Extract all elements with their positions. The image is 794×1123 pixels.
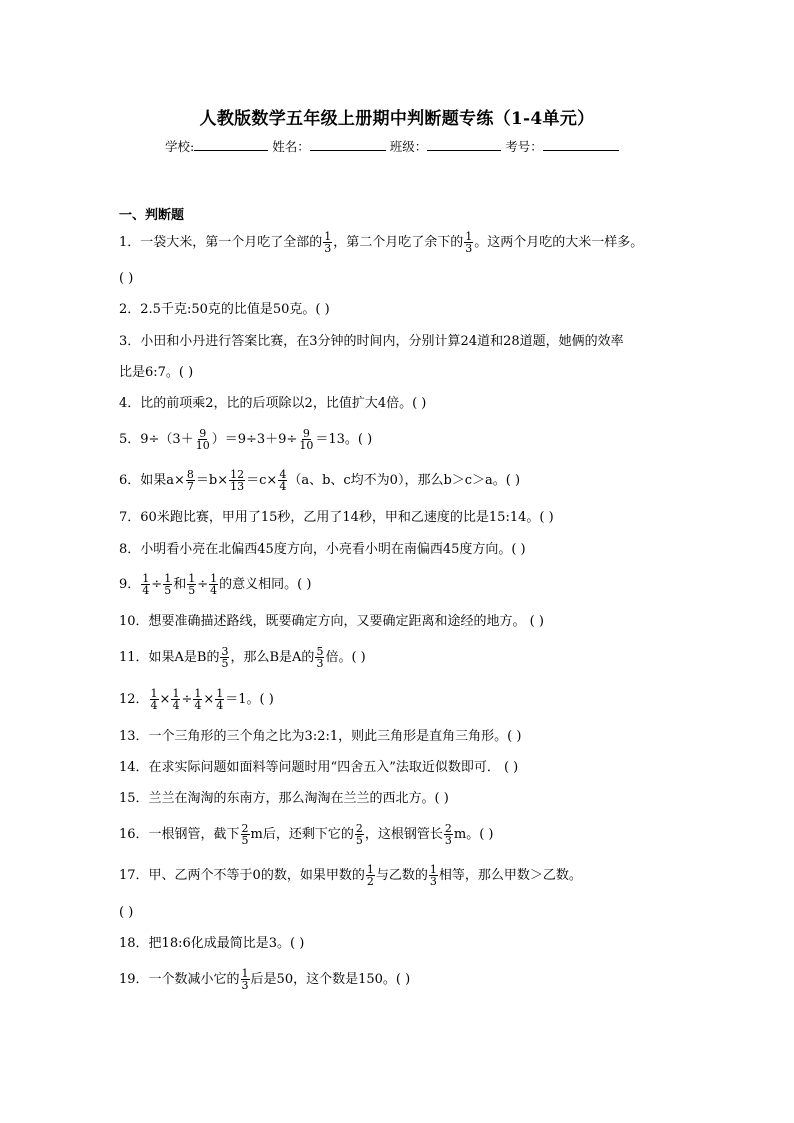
fraction: $\frac{8}{7}$: [186, 468, 194, 493]
question-19: 19．一个数减小它的 $\frac{1}{3}$ 后是50，这个数是150。( ): [119, 967, 411, 992]
answer-paren-17[interactable]: ( ): [119, 905, 134, 920]
fraction: $\frac{2}{5}$: [241, 822, 249, 847]
question-7: 7．60米跑比赛，甲用了15秒，乙用了14秒，甲和乙速度的比是15:14。( ): [119, 510, 554, 525]
class-blank[interactable]: [427, 138, 501, 151]
fraction: $\frac{1}{3}$: [429, 863, 437, 888]
question-6: 6．如果a× $\frac{8}{7}$ ＝b× $\frac{12}{13}$ ＝c× $\frac{4}{4}$ （a、b、c均不为0），那么b＞c＞a。( ): [119, 468, 521, 493]
number-label: 考号：: [505, 139, 543, 154]
fraction: $\frac{3}{5}$: [221, 645, 229, 670]
question-3-cont: 比是6:7。( ): [119, 365, 194, 380]
question-17: 17．甲、乙两个不等于0的数，如果甲数的 $\frac{1}{2}$ 与乙数的 $\frac{1}{3}$ 相等，那么甲数＞乙数。: [119, 863, 582, 888]
fraction: $\frac{1}{4}$: [150, 687, 158, 712]
number-blank[interactable]: [543, 138, 619, 151]
fraction: $\frac{1}{4}$: [142, 572, 150, 597]
answer-paren-1[interactable]: ( ): [119, 271, 134, 286]
school-blank[interactable]: [194, 138, 268, 151]
question-3: 3．小田和小丹进行答案比赛，在3分钟的时间内，分别计算24道和28道题，她俩的效率: [119, 334, 624, 349]
school-label: 学校:: [165, 139, 195, 154]
question-5: 5．9÷（3＋ $\frac{9}{10}$ ）＝9÷3＋9÷ $\frac{9}{10}$ ＝13。( ): [119, 427, 373, 452]
page-title: 人教版数学五年级上册期中判断题专练（1-4单元）: [199, 109, 595, 129]
name-label: 姓名：: [272, 139, 310, 154]
question-16: 16．一根钢管，截下 $\frac{2}{5}$ m后，还剩下它的 $\frac{2}{5}$ ，这根钢管长 $\frac{2}{3}$ m。( ): [119, 822, 494, 847]
question-12: 12． $\frac{1}{4}$ × $\frac{1}{4}$ ÷ $\frac{1}{4}$ × $\frac{1}{4}$ ＝1。( ): [119, 687, 274, 712]
fraction: $\frac{1}{2}$: [366, 863, 374, 888]
name-blank[interactable]: [310, 138, 386, 151]
fraction: $\frac{1}{4}$: [216, 687, 224, 712]
fraction: $\frac{12}{13}$: [230, 468, 245, 493]
class-label: 班级：: [389, 139, 428, 154]
question-14: 14．在求实际问题如面料等问题时用“四舍五入”法取近似数即可． ( ): [119, 760, 519, 775]
fraction: $\frac{1}{3}$: [241, 967, 249, 992]
question-9: 9． $\frac{1}{4}$ ÷ $\frac{1}{5}$ 和 $\frac{1}{5}$ ÷ $\frac{1}{4}$ 的意义相同。( ): [119, 572, 312, 597]
section-heading: 一、判断题: [119, 208, 185, 223]
question-13: 13．一个三角形的三个角之比为3:2:1，则此三角形是直角三角形。( ): [119, 729, 522, 744]
fraction: $\frac{1}{4}$: [194, 687, 202, 712]
question-18: 18．把18:6化成最简比是3。( ): [119, 936, 305, 951]
fraction: $\frac{1}{4}$: [172, 687, 180, 712]
fraction: $\frac{4}{4}$: [279, 468, 287, 493]
fraction: $\frac{2}{3}$: [444, 822, 452, 847]
question-1: 1．一袋大米，第一个月吃了全部的 $\frac{1}{3}$ ，第二个月吃了余下的 $\frac{1}{3}$ 。这两个月吃的大米一样多。: [119, 230, 644, 255]
question-10: 10．想要准确描述路线，既要确定方向，又要确定距离和途经的地方。 ( ): [119, 614, 544, 629]
fraction: $\frac{1}{3}$: [324, 230, 332, 255]
fraction: $\frac{1}{5}$: [164, 572, 172, 597]
question-4: 4．比的前项乘2，比的后项除以2，比值扩大4倍。( ): [119, 396, 427, 411]
student-info-line: [165, 137, 619, 155]
fraction: $\frac{9}{10}$: [195, 427, 210, 452]
fraction: $\frac{1}{4}$: [210, 572, 218, 597]
fraction: $\frac{5}{3}$: [316, 645, 324, 670]
question-15: 15．兰兰在淘淘的东南方，那么淘淘在兰兰的西北方。( ): [119, 791, 449, 806]
fraction: $\frac{2}{5}$: [355, 822, 363, 847]
question-8: 8．小明看小亮在北偏西45度方向，小亮看小明在南偏西45度方向。( ): [119, 542, 526, 557]
fraction: $\frac{1}{3}$: [465, 230, 473, 255]
question-11: 11．如果A是B的 $\frac{3}{5}$ ，那么B是A的 $\frac{5}{3}$ 倍。( ): [119, 645, 366, 670]
fraction: $\frac{1}{5}$: [188, 572, 196, 597]
fraction: $\frac{9}{10}$: [299, 427, 314, 452]
question-2: 2．2.5千克:50克的比值是50克。( ): [119, 302, 330, 317]
